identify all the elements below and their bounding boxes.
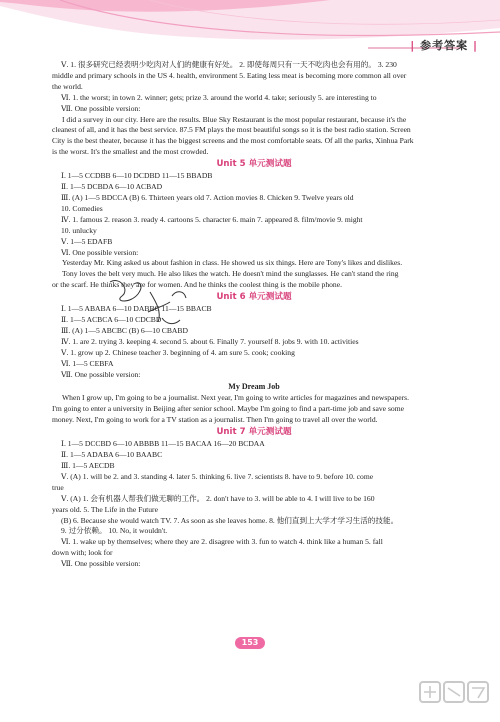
- answer-line: Ⅵ. 1—5 CEBFA: [61, 358, 114, 368]
- answer-line: down with; look for: [52, 548, 113, 558]
- answer-line: Ⅱ. 1—5 ADABA 6—10 BAABC: [61, 450, 163, 460]
- answer-line: Ⅴ. (A) 1. will be 2. and 3. standing 4. later 5. thinking 6. live 7. scientists 8. have to 9. before 10. come: [61, 471, 374, 481]
- answer-line: is the worst. It's the smallest and the most crowded.: [52, 147, 209, 157]
- answer-line: cleanest of all, and it has the best service. 87.5 FM plays the most beautiful songs so it is the best radio station. Screen: [52, 125, 411, 135]
- answer-line: I did a survey in our city. Here are the results. Blue Sky Restaurant is the most popular restaurant, because it's the: [62, 114, 407, 124]
- answer-line: 10. unlucky: [61, 225, 97, 235]
- answer-content: [52, 60, 456, 570]
- answer-line: Ⅴ. (A) 1. 会有机器人帮我们做无聊的工作。 2. don't have to 3. will be able to 4. I will live to be 160: [61, 493, 375, 503]
- answer-line: Ⅲ. (A) 1—5 ABCBC (B) 6—10 CBABD: [61, 325, 188, 335]
- answer-line: (B) 6. Because she would watch TV. 7. As soon as she leaves home. 8. 他们直到上大学才学习生活的技能。: [61, 515, 399, 525]
- page-number: 153: [235, 637, 265, 649]
- answer-line: Tony loves the belt very much. He also likes the watch. He doesn't mind the sunglasses. He can't stand the ring: [62, 269, 399, 279]
- answer-line: Yesterday Mr. King asked us about fashion in class. He showed us six things. Here are Tony's likes and dislikes.: [62, 258, 403, 268]
- answer-line: When I grow up, I'm going to be a journalist. Next year, I'm going to write articles for magazines and newspapers.: [62, 393, 410, 403]
- answer-line: City is the best theater, because it has the biggest screens and the most comfortable seats. Of all the parks, Xinhua Park: [52, 136, 414, 146]
- answer-line: the world.: [52, 81, 83, 91]
- answer-line: I'm going to enter a university in Beijing after senior school. Maybe I'm going to find a part-time job and save some: [52, 404, 404, 414]
- answer-line: true: [52, 482, 64, 492]
- header-bar-right: |: [472, 39, 478, 52]
- answer-line: Ⅶ. One possible version:: [61, 369, 141, 379]
- answer-line: middle and primary schools in the US 4. health, environment 5. Eating less meat is becoming more common all over: [52, 70, 407, 80]
- answer-line: Ⅲ. (A) 1—5 BDCCA (B) 6. Thirteen years old 7. Action movies 8. Chicken 9. Twelve years old: [61, 192, 354, 202]
- page-header-title: [410, 37, 478, 53]
- answer-line: Ⅲ. 1—5 AECDB: [61, 461, 115, 470]
- header-bar-left: |: [410, 39, 416, 52]
- answer-line: Ⅰ. 1—5 ABABA 6—10 DABBC 11—15 BBACB: [61, 304, 212, 314]
- answer-line: Ⅱ. 1—5 ACBCA 6—10 CDCBD: [61, 315, 162, 325]
- answer-line: Ⅶ. One possible version:: [61, 103, 141, 113]
- unit-heading: Unit 7 单元测试题: [216, 427, 292, 438]
- answer-line: money. Next, I'm going to work for a TV station as a journalist. Then I'm going to travel all over the world.: [52, 415, 378, 425]
- answer-line: Ⅵ. 1. wake up by themselves; where they are 2. disagree with 3. fun to watch 4. think like a human 5. fall: [61, 537, 383, 547]
- answer-line: Ⅶ. One possible version:: [61, 559, 141, 569]
- answer-line: Ⅳ. 1. are 2. trying 3. keeping 4. second 5. about 6. Finally 7. yourself 8. jobs 9. with 10. activities: [61, 336, 359, 346]
- answer-line: Ⅵ. 1. the worst; in town 2. winner; gets; prize 3. around the world 4. take; seriously 5. are interesting to: [61, 92, 377, 102]
- answer-line: 9. 过分依赖。 10. No, it wouldn't.: [61, 526, 168, 536]
- answer-line: Ⅴ. 1—5 EDAFB: [61, 236, 113, 246]
- answer-line: Ⅱ. 1—5 DCBDA 6—10 ACBAD: [61, 182, 163, 192]
- answer-line: years old. 5. The Life in the Future: [52, 504, 158, 514]
- watermark-logo-icon: [418, 676, 494, 718]
- unit-heading: Unit 6 单元测试题: [216, 292, 292, 303]
- answer-line: Ⅰ. 1—5 CCDBB 6—10 DCDBD 11—15 BBADB: [61, 171, 213, 181]
- header-title-text: 参考答案: [420, 39, 469, 52]
- answer-line: Ⅰ. 1—5 DCCBD 6—10 ABBBB 11—15 BACAA 16—20 BCDAA: [61, 439, 265, 449]
- answer-line: Ⅵ. One possible version:: [61, 247, 139, 257]
- answer-line: Ⅴ. 1. grow up 2. Chinese teacher 3. beginning of 4. am sure 5. cook; cooking: [61, 347, 295, 357]
- answer-line: 10. Comedies: [61, 203, 103, 213]
- essay-title: My Dream Job: [228, 382, 280, 392]
- answer-line: Ⅴ. 1. 很多研究已经表明少吃肉对人们的健康有好处。 2. 即使每周只有一天不吃肉也会有用的。 3. 230: [61, 60, 397, 69]
- unit-heading: Unit 5 单元测试题: [216, 159, 292, 170]
- answer-line: Ⅳ. 1. famous 2. reason 3. ready 4. cartoons 5. character 6. main 7. appeared 8. film/movie 9. might: [61, 214, 363, 224]
- answer-line: or the scarf. He thinks they are for women. And he thinks the coolest thing is the mobile phone.: [52, 280, 342, 290]
